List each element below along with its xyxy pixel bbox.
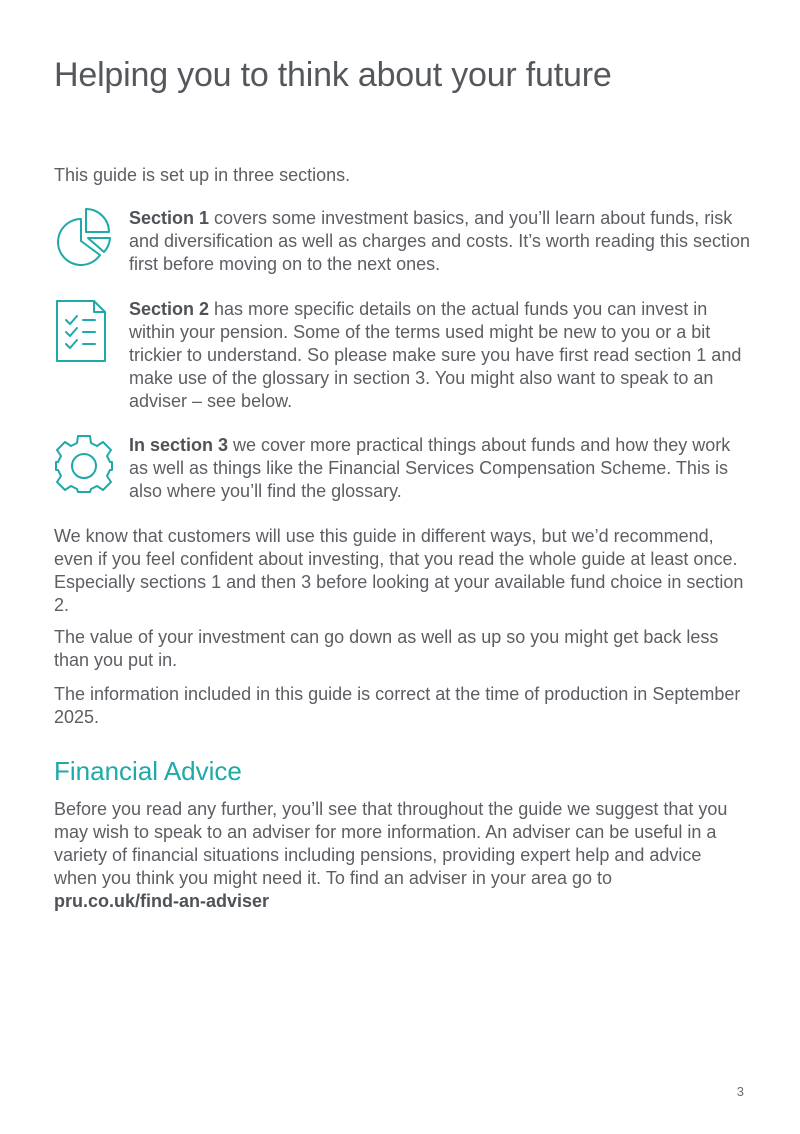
intro-text: This guide is set up in three sections.	[54, 165, 351, 185]
page-number: 3	[736, 1084, 744, 1099]
pie-chart-icon	[54, 207, 112, 269]
gear-icon	[54, 434, 112, 496]
section-2-label: Section 2	[129, 299, 210, 319]
paragraph-risk-warning: The value of your investment can go down as well as up so you might get back less than you put in.	[54, 627, 719, 670]
section-1-description: covers some investment basics, and you’ll learn about funds, risk and diversification as well as charges and costs. It’s worth reading this section first before moving on to the next ones.	[129, 208, 750, 274]
section-2-text	[129, 298, 754, 413]
find-an-adviser-link[interactable]: pru.co.uk/find-an-adviser	[54, 891, 270, 911]
page-title: Helping you to think about your future	[54, 56, 612, 94]
section-3-text	[129, 434, 754, 503]
paragraph-production-date: The information included in this guide is correct at the time of production in September 2025.	[54, 684, 741, 727]
section-2-description: has more specific details on the actual funds you can invest in within your pension. Some of the terms used might be new to you or a bit trickier to understand. So please make sure you have first read section 1 and make use of the glossary in section 3. You might also want to speak to an adviser – see below.	[129, 299, 742, 411]
section-1-label: Section 1	[129, 208, 210, 228]
section-3-label: In section 3	[129, 435, 229, 455]
section-3-description: we cover more practical things about funds and how they work as well as things like the Financial Services Compensation Scheme. This is also where you’ll find the glossary.	[129, 435, 731, 501]
financial-advice-text	[54, 798, 734, 913]
financial-advice-body: Before you read any further, you’ll see that throughout the guide we suggest that you may wish to speak to an adviser for more information. An adviser can be useful in a variety of financial situations including pensions, providing expert help and advice when you think you might need it. To find an adviser in your area go to	[54, 799, 728, 888]
financial-advice-heading: Financial Advice	[54, 756, 242, 786]
checklist-icon	[54, 298, 112, 360]
section-1-text	[129, 207, 754, 276]
paragraph-usage: We know that customers will use this guide in different ways, but we’d recommend, even if you feel confident about investing, that you read the whole guide at least once. Especially sections 1 and then 3 before looking at your available fund choice in section 2.	[54, 526, 744, 615]
